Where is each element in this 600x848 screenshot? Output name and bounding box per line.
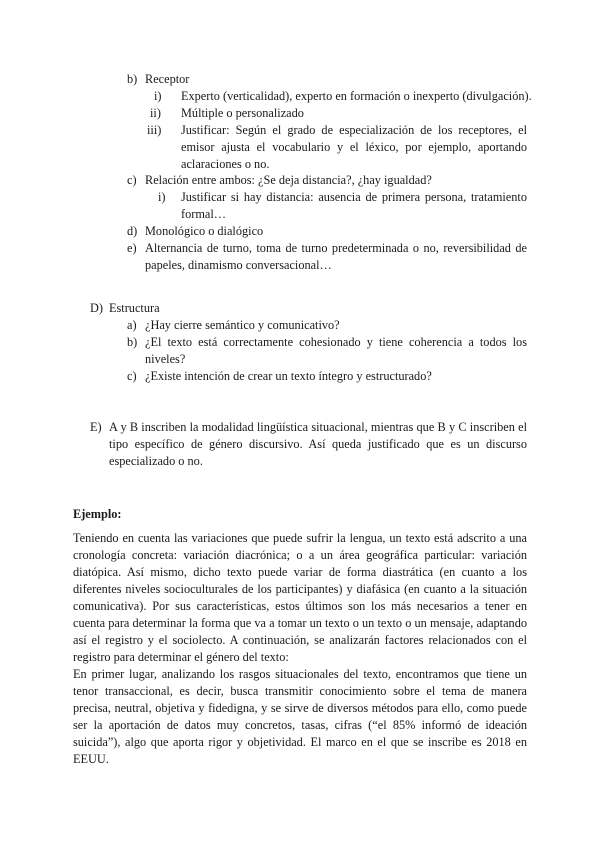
section-label-D: D) xyxy=(90,301,103,315)
section-label-E: E) xyxy=(90,420,102,434)
monologico-item: Monológico o dialógico xyxy=(145,224,264,238)
list-label-c: c) xyxy=(127,173,137,187)
sub-label-i-relacion: i) xyxy=(158,190,166,204)
alternancia-item: Alternancia de turno, toma de turno predeterminada o no, reversibilidad de papeles, dinamismo conversacional… xyxy=(145,241,527,272)
relacion-title: Relación entre ambos: ¿Se deja distancia?, ¿hay igualdad? xyxy=(145,173,432,187)
relacion-item-justificar: Justificar si hay distancia: ausencia de primera persona, tratamiento formal… xyxy=(181,190,527,221)
list-label-d: d) xyxy=(127,224,138,238)
ejemplo-heading: Ejemplo: xyxy=(73,507,122,521)
estructura-item-intencion: ¿Existe intención de crear un texto íntegro y estructurado? xyxy=(145,369,432,383)
list-label-e: e) xyxy=(127,241,137,255)
estructura-title: Estructura xyxy=(109,301,160,315)
ejemplo-paragraph-1: Teniendo en cuenta las variaciones que puede sufrir la lengua, un texto está adscrito a una cronología concreta: variación diacrónica; o a un área geográfica particular: variación diatópica. Así mismo, dicho texto puede variar de forma diastrática (en cuanto a los diferentes niveles socioculturales de los participantes) y diafásica (en cuanto a la situación comunicativa). Por sus características, estos últimos son los más necesarios a tener en cuenta para determinar la forma que va a tomar un texto o un texto o un mensaje, adaptando así el registro y el sociolecto. A continuación, se analizarán factores relacionados con el registro para determinar el género del texto: xyxy=(73,531,527,664)
receptor-item-justificar: Justificar: Según el grado de especialización de los receptores, el emisor ajusta el vocabulario y el léxico, por ejemplo, aportando aclaraciones o no. xyxy=(181,123,527,171)
section-e-text: A y B inscriben la modalidad lingüística situacional, mientras que B y C inscriben el tipo específico de género discursivo. Así queda justificado que es un discurso especializado o no. xyxy=(109,420,527,468)
receptor-title: Receptor xyxy=(145,72,190,86)
sub-label-ii: ii) xyxy=(150,106,161,120)
sub-label-i: i) xyxy=(154,89,162,103)
receptor-item-experto: Experto (verticalidad), experto en formación o inexperto (divulgación). xyxy=(181,89,532,103)
estructura-item-cierre: ¿Hay cierre semántico y comunicativo? xyxy=(145,318,340,332)
list-label-b: b) xyxy=(127,72,138,86)
ejemplo-paragraph-2: En primer lugar, analizando los rasgos situacionales del texto, encontramos que tiene un tenor transaccional, es decir, busca transmitir conocimiento sobre el tema de manera precisa, neutral, objetiva y fidedigna, y se sirve de diversos métodos para ello, como puede ser la aportación de datos muy concretos, tasas, cifras (“el 85% informó de ideación suicida”), algo que aporta rigor y objetividad. El marco en el que se inscribe es 2018 en EEUU. xyxy=(73,667,527,766)
estructura-label-b: b) xyxy=(127,335,138,349)
receptor-item-multiple: Múltiple o personalizado xyxy=(181,106,304,120)
estructura-label-c: c) xyxy=(127,369,137,383)
estructura-item-cohesion: ¿El texto está correctamente cohesionado y tiene coherencia a todos los niveles? xyxy=(145,335,527,366)
estructura-label-a: a) xyxy=(127,318,137,332)
sub-label-iii: iii) xyxy=(147,123,162,137)
